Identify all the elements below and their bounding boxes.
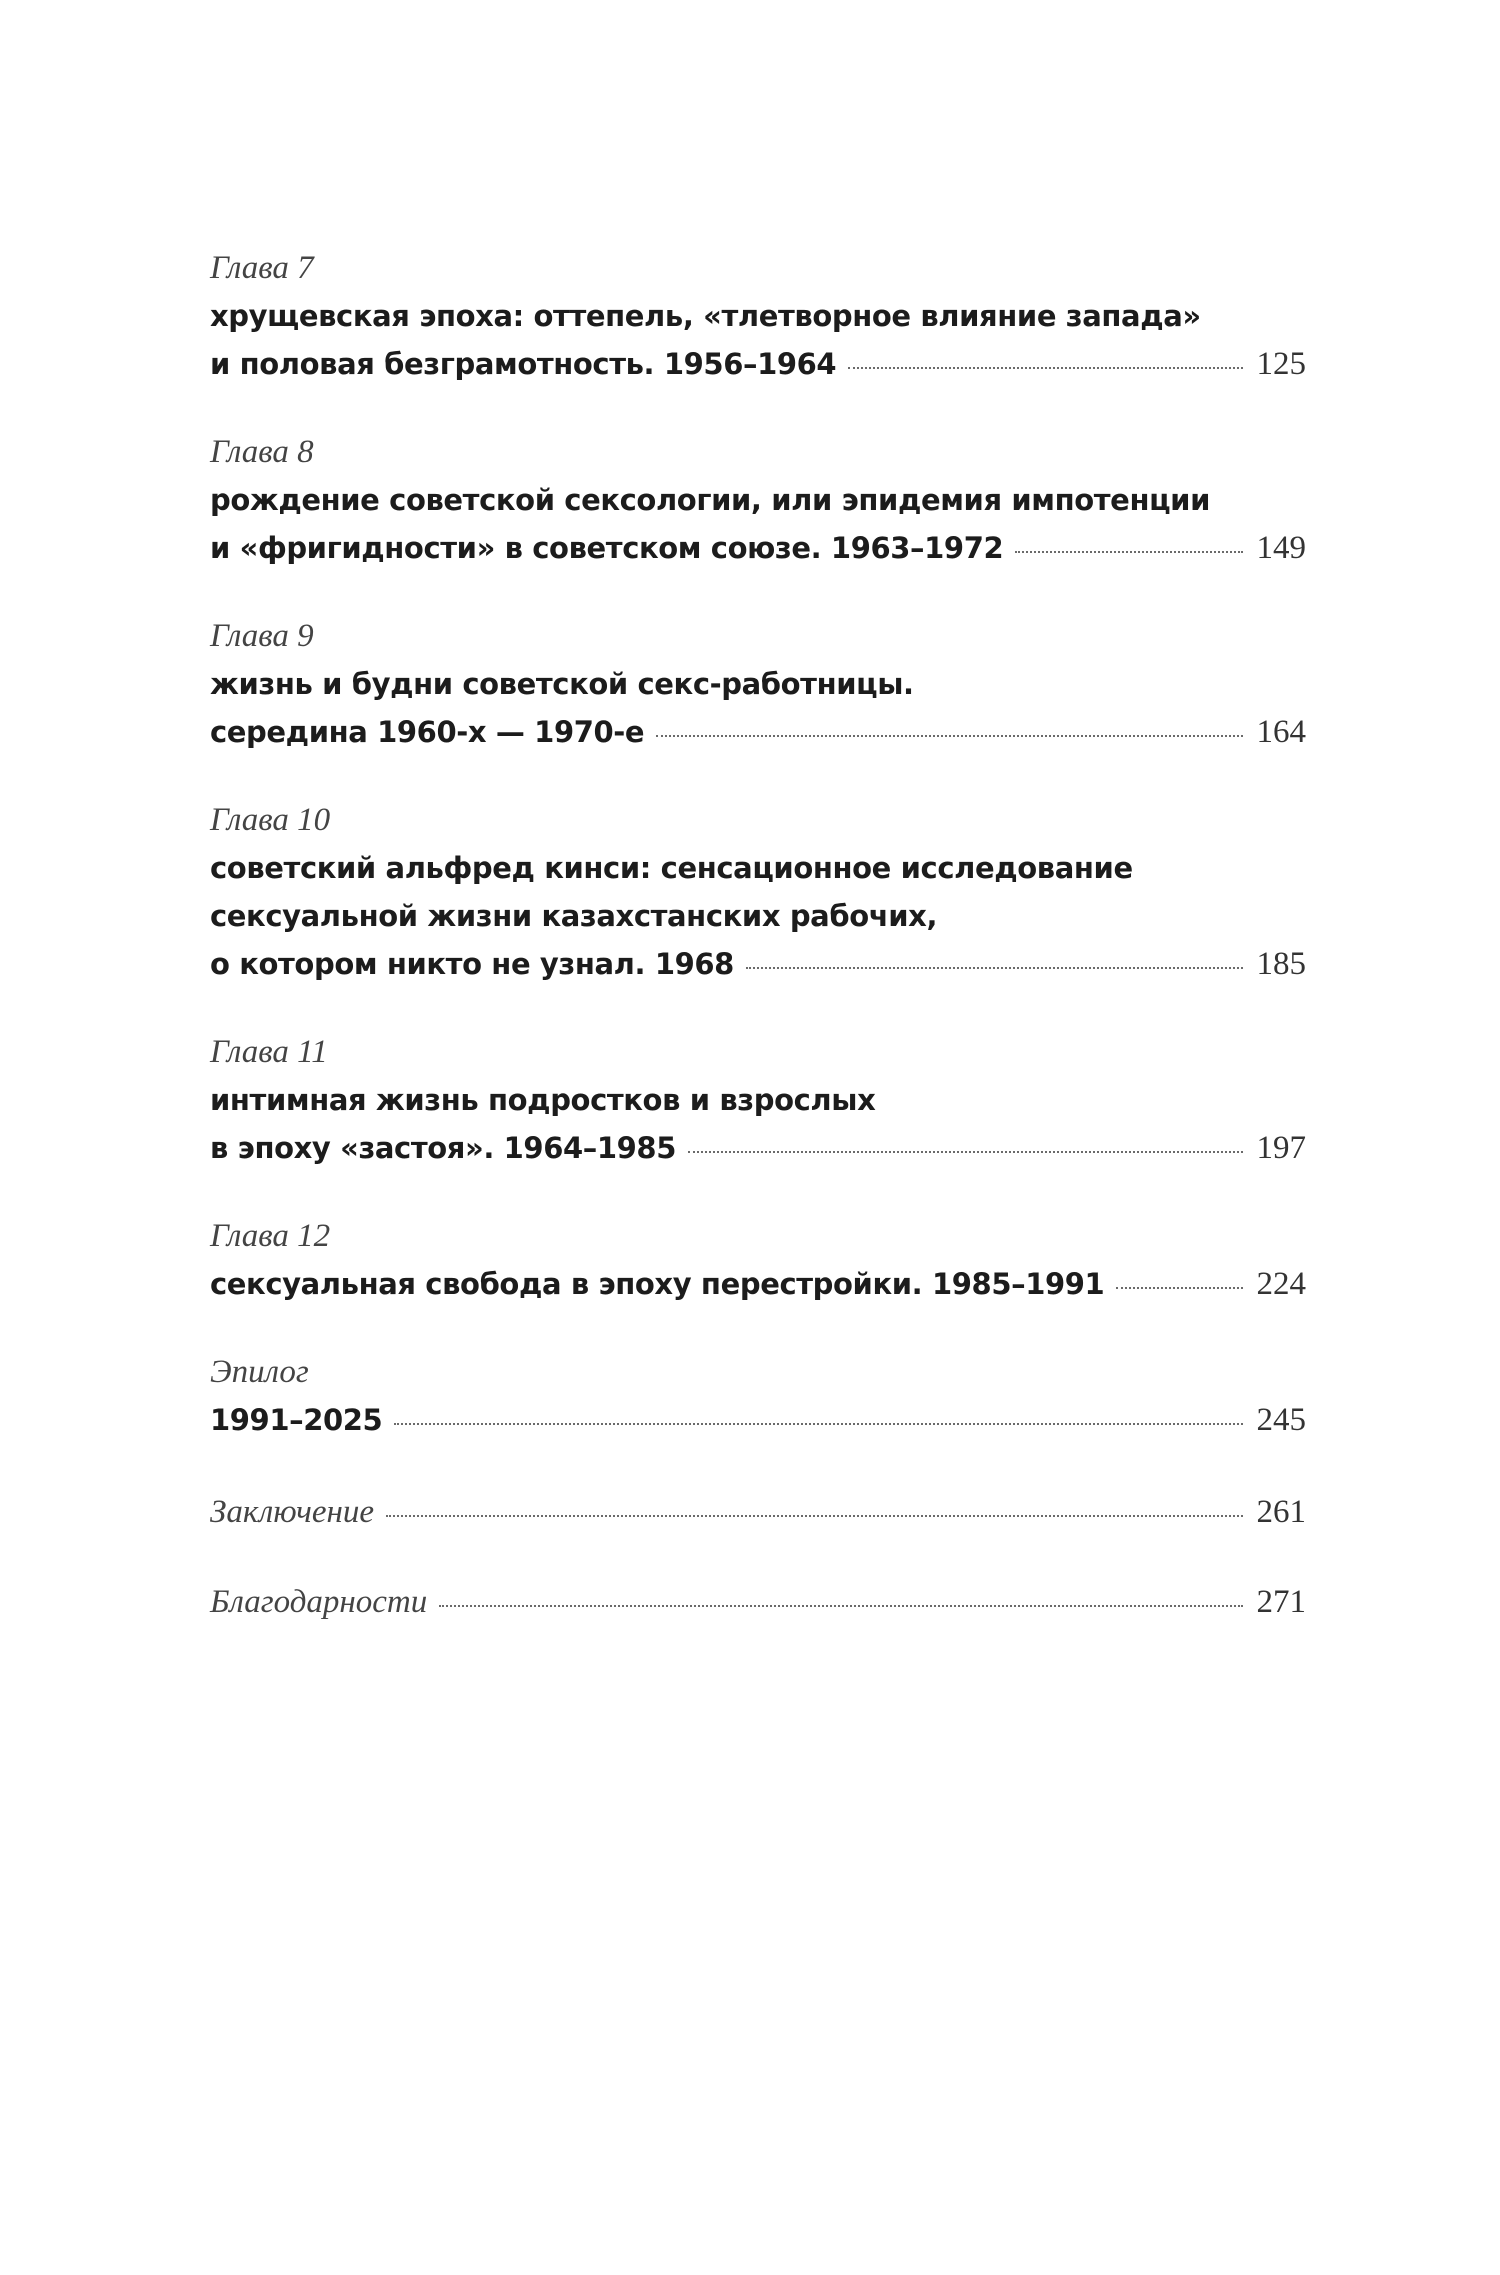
toc-entry-chapter-8 (210, 432, 1306, 572)
chapter-title-line: сексуальной жизни казахстанских рабочих, (210, 899, 938, 933)
chapter-title-line: советский альфред кинси: сенсационное исследование (210, 851, 1133, 885)
dot-leader (394, 1423, 1242, 1425)
chapter-title-line: хрущевская эпоха: оттепель, «тлетворное влияние запада» (210, 299, 1201, 333)
chapter-label: Эпилог (210, 1354, 309, 1390)
dot-leader (1015, 551, 1242, 553)
page-number: 261 (1256, 1494, 1306, 1530)
chapter-title-text: сексуальная свобода в эпоху перестройки. 1985–1991 (210, 1267, 1105, 1301)
chapter-label: Глава 10 (210, 802, 331, 838)
chapter-title-text: Благодарности (210, 1584, 428, 1620)
dot-leader (656, 735, 1242, 737)
chapter-label: Глава 8 (210, 434, 314, 470)
chapter-title-line: жизнь и будни советской секс-работницы. (210, 667, 914, 701)
page-number: 224 (1256, 1266, 1306, 1302)
toc-entry-epilogue (210, 1352, 1306, 1444)
toc-entry-conclusion (210, 1488, 1306, 1536)
dot-leader (439, 1605, 1242, 1607)
page-number: 185 (1256, 946, 1306, 982)
table-of-contents (210, 248, 1306, 1668)
chapter-title-line: рождение советской сексологии, или эпидемия импотенции (210, 483, 1211, 517)
toc-entry-chapter-9 (210, 616, 1306, 756)
chapter-title-last-line (210, 1124, 1306, 1172)
dot-leader (746, 967, 1243, 969)
toc-entry-chapter-7 (210, 248, 1306, 388)
dot-leader (848, 367, 1242, 369)
chapter-title-last-line (210, 708, 1306, 756)
chapter-title-text: Заключение (210, 1494, 375, 1530)
chapter-title-last-line (210, 1260, 1306, 1308)
chapter-title-last-line (210, 340, 1306, 388)
chapter-label: Глава 9 (210, 618, 314, 654)
chapter-title-text: 1991–2025 (210, 1403, 383, 1437)
toc-entry-chapter-10 (210, 800, 1306, 988)
chapter-label: Глава 11 (210, 1034, 328, 1070)
chapter-title-last-line (210, 940, 1306, 988)
chapter-title-text: и половая безграмотность. 1956–1964 (210, 347, 837, 381)
chapter-title-text: о котором никто не узнал. 1968 (210, 947, 734, 981)
page-number: 271 (1256, 1584, 1306, 1620)
chapter-title-text: в эпоху «застоя». 1964–1985 (210, 1131, 676, 1165)
dot-leader (1116, 1287, 1242, 1289)
page-number: 125 (1256, 346, 1306, 382)
chapter-label: Глава 12 (210, 1218, 331, 1254)
chapter-label: Глава 7 (210, 250, 314, 286)
page-number: 197 (1256, 1130, 1306, 1166)
chapter-title-last-line (210, 1396, 1306, 1444)
chapter-title-text: середина 1960-х — 1970-е (210, 715, 645, 749)
page-number: 245 (1256, 1402, 1306, 1438)
chapter-title-last-line (210, 524, 1306, 572)
chapter-title-text: и «фригидности» в советском союзе. 1963–1972 (210, 531, 1004, 565)
dot-leader (688, 1151, 1243, 1153)
page-number: 164 (1256, 714, 1306, 750)
chapter-title-last-line (210, 1488, 1306, 1536)
chapter-title-last-line (210, 1578, 1306, 1626)
page-number: 149 (1256, 530, 1306, 566)
chapter-title-line: интимная жизнь подростков и взрослых (210, 1083, 876, 1117)
dot-leader (386, 1515, 1242, 1517)
toc-entry-chapter-11 (210, 1032, 1306, 1172)
toc-entry-acknowledgements (210, 1578, 1306, 1626)
toc-entry-chapter-12 (210, 1216, 1306, 1308)
